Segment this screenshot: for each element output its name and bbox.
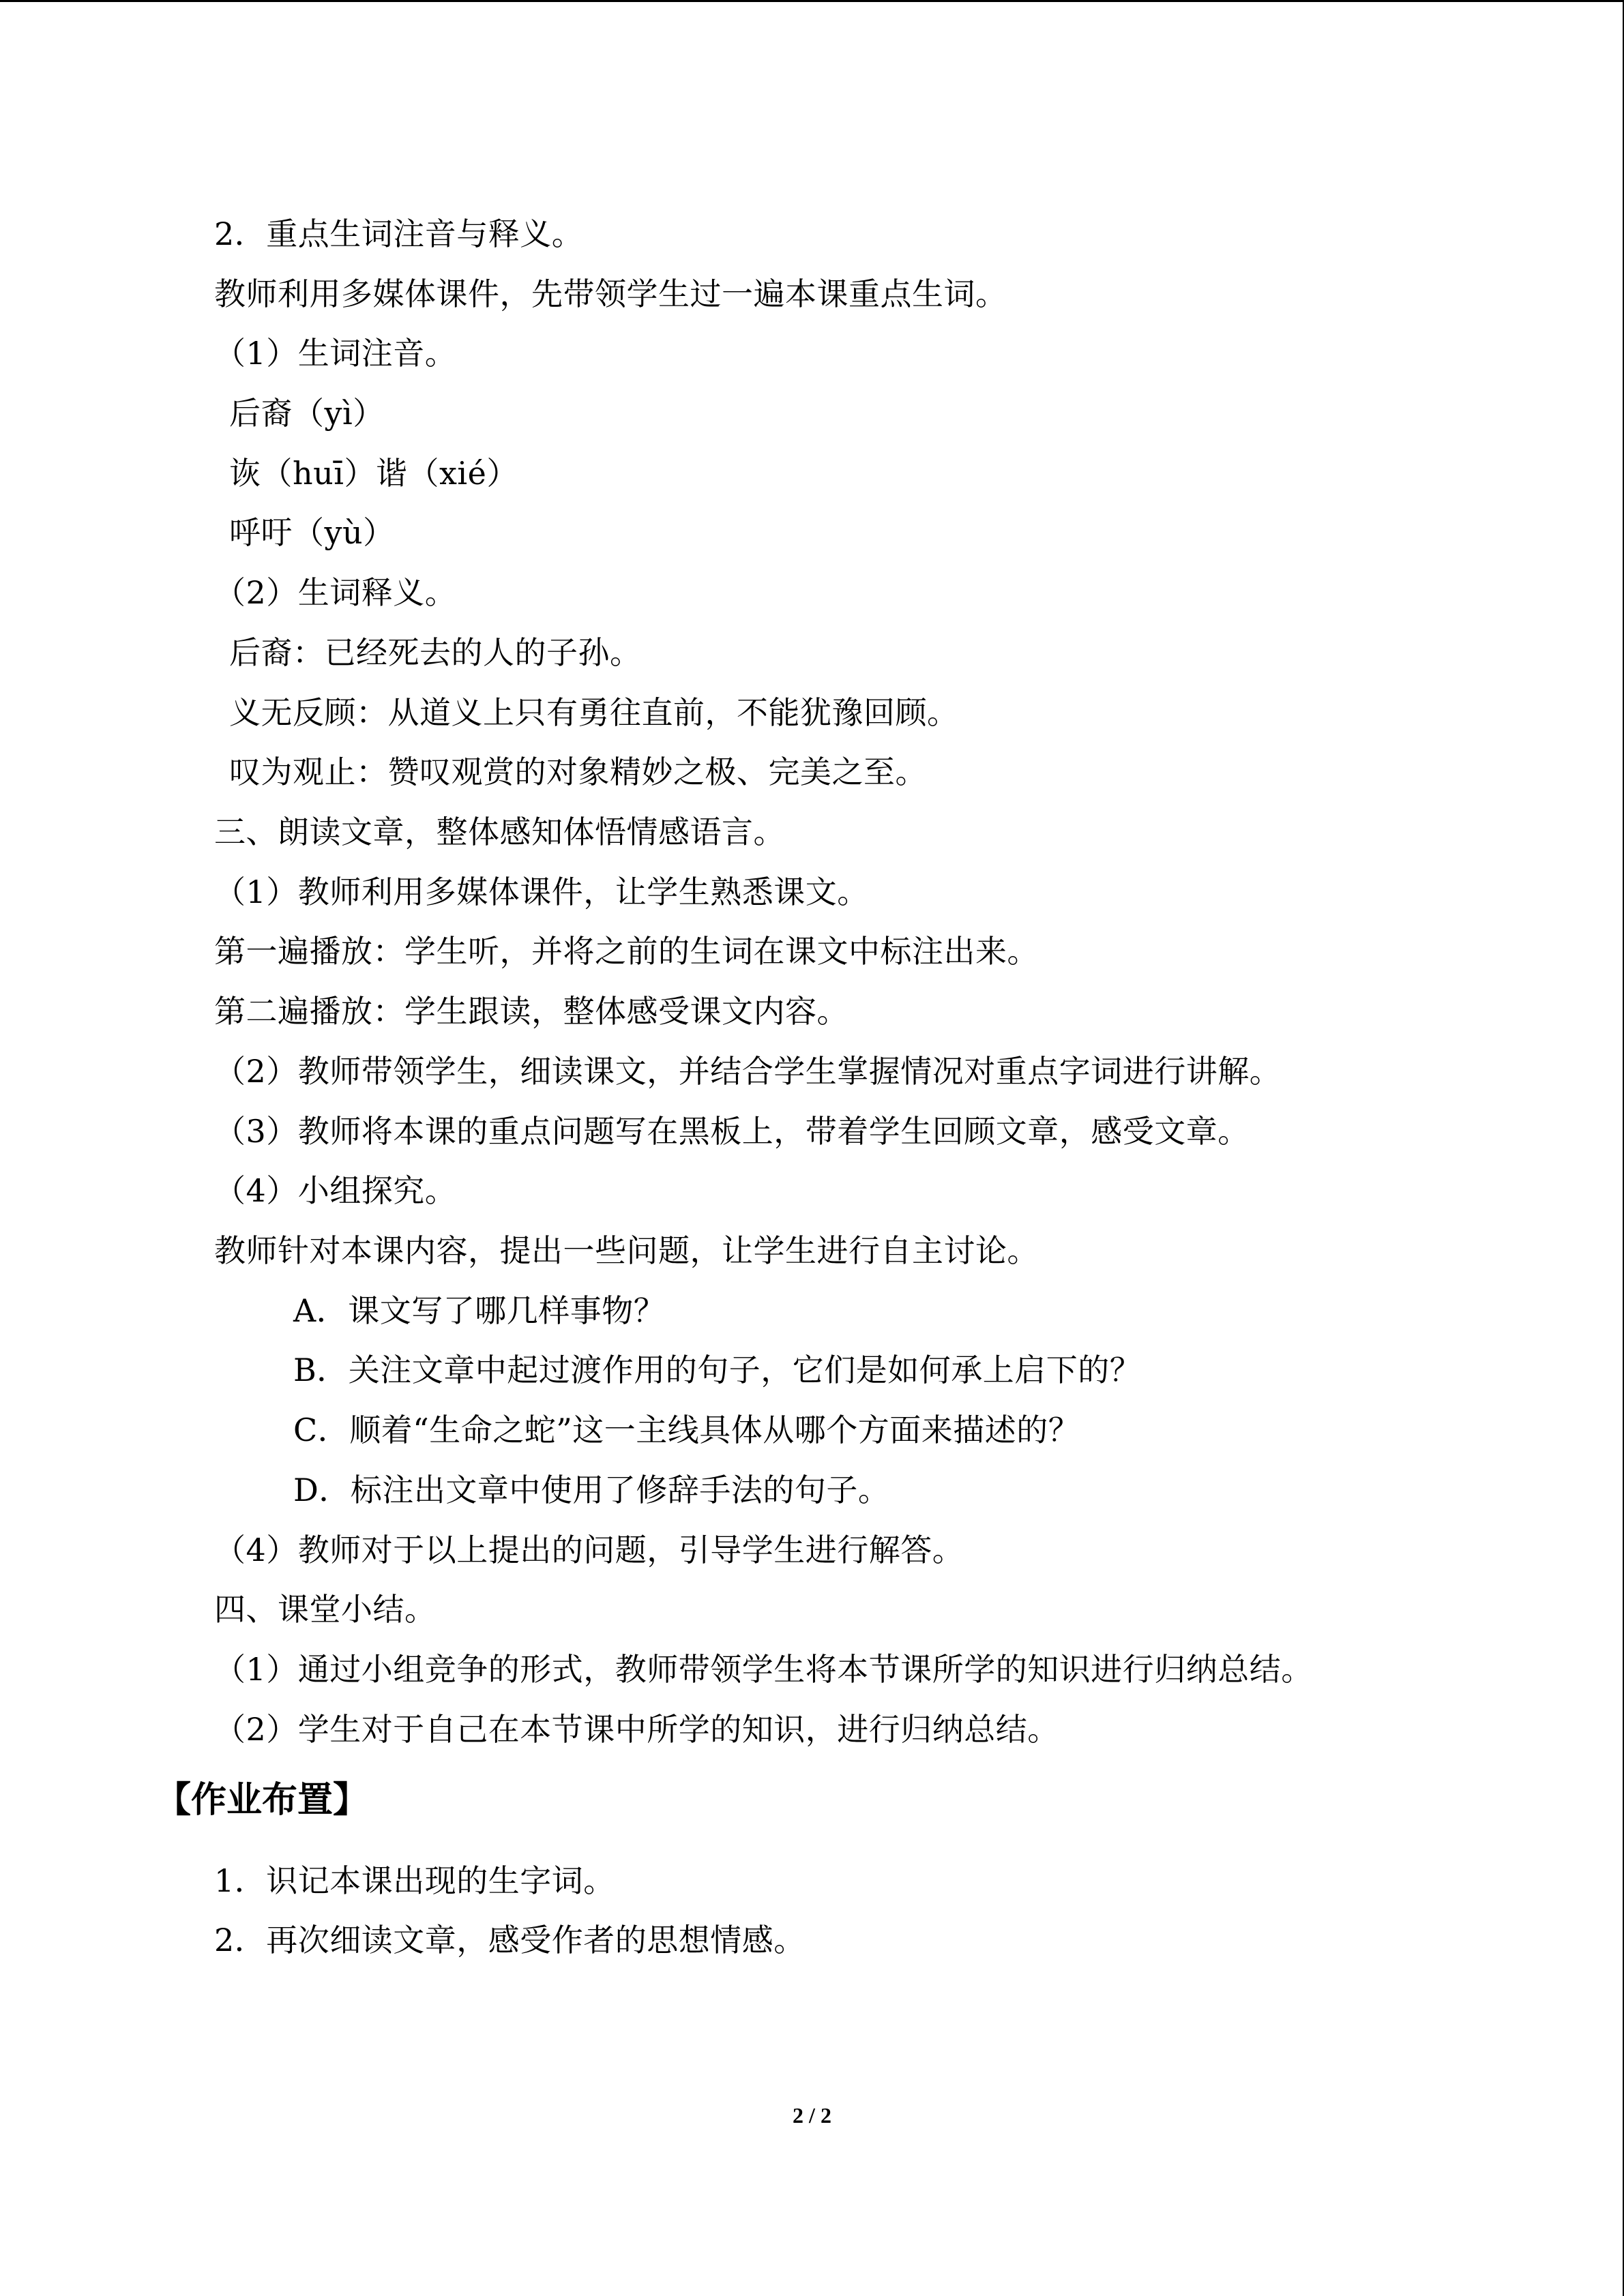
text-line: 第一遍播放：学生听，并将之前的生词在课文中标注出来。 (214, 933, 1039, 970)
text-line: （2）教师带领学生，细读课文，并结合学生掌握情况对重点字词进行讲解。 (214, 1053, 1282, 1090)
text-line: 叹为观止：赞叹观赏的对象精妙之极、完美之至。 (229, 754, 927, 790)
text-line: （3）教师将本课的重点问题写在黑板上，带着学生回顾文章，感受文章。 (214, 1113, 1250, 1150)
text-line: 后裔：已经死去的人的子孙。 (229, 634, 642, 671)
top-border (0, 0, 1624, 2)
text-line: 教师针对本课内容，提出一些问题，让学生进行自主讨论。 (214, 1232, 1039, 1269)
text-line: （1）生词注音。 (214, 335, 457, 372)
text-line: （1）教师利用多媒体课件，让学生熟悉课文。 (214, 874, 869, 910)
homework-item: 1．识记本课出现的生字词。 (214, 1862, 615, 1899)
text-line: 四、课堂小结。 (214, 1591, 437, 1628)
text-line: 呼吁（yù） (229, 514, 395, 551)
text-line: 第二遍播放：学生跟读，整体感受课文内容。 (214, 993, 848, 1030)
text-line: 2．重点生词注音与释义。 (214, 215, 584, 252)
homework-heading: 【作业布置】 (156, 1780, 369, 1821)
text-line: （2）学生对于自己在本节课中所学的知识，进行归纳总结。 (214, 1711, 1059, 1748)
text-line: （1）通过小组竞争的形式，教师带领学生将本节课所学的知识进行归纳总结。 (214, 1651, 1313, 1688)
text-line: D．标注出文章中使用了修辞手法的句子。 (293, 1472, 890, 1508)
text-line: （4）小组探究。 (214, 1172, 457, 1209)
text-line: A．课文写了哪几样事物？ (293, 1292, 666, 1329)
text-line: 后裔（yì） (229, 395, 385, 432)
text-line: C．顺着“生命之蛇”这一主线具体从哪个方面来描述的？ (293, 1412, 1080, 1448)
text-line: 教师利用多媒体课件，先带领学生过一遍本课重点生词。 (214, 275, 1007, 312)
page-number: 2 / 2 (793, 2103, 831, 2128)
text-line: （4）教师对于以上提出的问题，引导学生进行解答。 (214, 1532, 964, 1568)
text-line: B．关注文章中起过渡作用的句子，它们是如何承上启下的？ (293, 1352, 1142, 1388)
text-line: 诙（huī）谐（xié） (229, 455, 518, 492)
homework-item: 2．再次细读文章，感受作者的思想情感。 (214, 1922, 806, 1958)
text-line: 三、朗读文章，整体感知体悟情感语言。 (214, 814, 785, 850)
text-line: （2）生词释义。 (214, 574, 457, 611)
text-line: 义无反顾：从道义上只有勇往直前，不能犹豫回顾。 (229, 694, 959, 731)
